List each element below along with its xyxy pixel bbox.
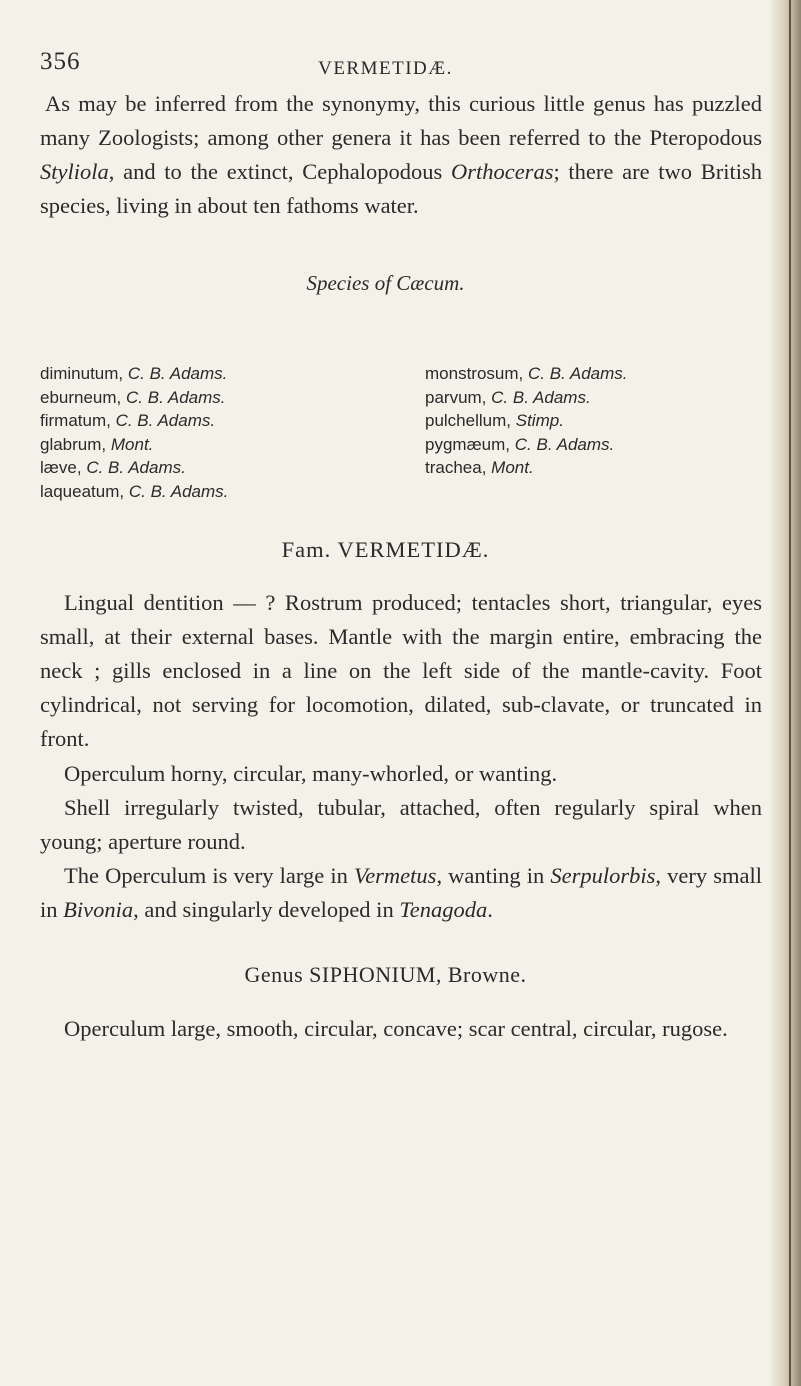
species-item	[425, 456, 628, 480]
page-edge-line	[789, 0, 791, 1386]
species-author: C. B. Adams.	[115, 411, 216, 431]
page-number: 356	[40, 48, 81, 75]
note-text-5: .	[487, 897, 493, 922]
intro-text-1: As may be inferred from the synonymy, this curious little genus has puzzled many Zoologists; among other genera it has been referred to the Pteropodous	[40, 91, 762, 150]
species-item	[40, 362, 228, 386]
species-name: trachea,	[425, 458, 487, 478]
species-name: diminutum,	[40, 364, 124, 383]
species-item	[425, 433, 628, 457]
operculum-note	[40, 859, 762, 927]
species-author: C. B. Adams.	[527, 364, 628, 383]
species-name: firmatum,	[40, 411, 111, 431]
species-author: C. B. Adams.	[491, 387, 591, 407]
intro-text-2: , and to the extinct, Cephalopodous	[108, 159, 451, 184]
species-author: Mont.	[110, 434, 154, 454]
running-head: VERMETIDÆ.	[318, 58, 453, 79]
species-item	[40, 409, 228, 433]
note-text-3: , very small in	[40, 863, 762, 922]
species-item	[40, 386, 228, 410]
species-item	[40, 480, 228, 504]
species-name: parvum,	[425, 387, 487, 407]
intro-paragraph	[40, 87, 762, 223]
species-item	[40, 456, 228, 480]
species-name: glabrum,	[40, 434, 107, 454]
note-text-4: , and singularly developed in	[133, 897, 400, 922]
species-name: pygmæum,	[425, 434, 511, 454]
intro-text-3: ; there are two British species, living in about ten fathoms water.	[40, 159, 762, 218]
genus-description: Operculum large, smooth, circular, concave; scar central, circular, rugose.	[64, 1016, 728, 1041]
genus-bivonia: Bivonia	[63, 897, 134, 922]
family-heading: Fam. VERMETIDÆ.	[281, 537, 490, 562]
page-edge-shadow	[771, 0, 801, 1386]
species-item	[425, 386, 628, 410]
genus-tenagoda: Tenagoda	[399, 897, 488, 922]
family-description: Lingual dentition — ? Rostrum produced; tentacles short, triangular, eyes small, at their external bases. Mantle with the margin entire, embracing the neck ; gills enclosed in a line on the left side of the mantle-cavity. Foot cylindrical, not serving for locomotion, dilated, sub-clavate, or truncated in front.	[40, 590, 762, 751]
species-author: C. B. Adams.	[127, 364, 228, 383]
species-author: C. B. Adams.	[514, 434, 615, 454]
operculum-paragraph: Operculum horny, circular, many-whorled, or wanting.	[64, 761, 558, 786]
note-text-1: The Operculum is very large in	[64, 863, 354, 888]
species-list-left	[40, 362, 228, 504]
genus-styliola: Styliola	[40, 159, 109, 184]
species-name: læve,	[40, 458, 82, 478]
shell-paragraph: Shell irregularly twisted, tubular, attached, often regularly spiral when young; aperture round.	[40, 795, 762, 854]
species-author: Stimp.	[515, 411, 564, 431]
species-item	[425, 409, 628, 433]
species-item	[40, 433, 228, 457]
species-name: monstrosum,	[425, 364, 524, 383]
species-author: C. B. Adams.	[126, 387, 226, 407]
species-name: eburneum,	[40, 387, 122, 407]
species-item	[425, 362, 628, 386]
genus-heading: Genus SIPHONIUM, Browne.	[244, 962, 527, 987]
genus-orthoceras: Orthoceras	[450, 159, 554, 184]
note-text-2: , wanting in	[436, 863, 551, 888]
species-name: pulchellum,	[425, 411, 511, 431]
species-author: C. B. Adams.	[128, 481, 229, 501]
species-name: laqueatum,	[40, 481, 125, 501]
species-author: Mont.	[491, 458, 534, 478]
genus-vermetus: Vermetus	[353, 863, 437, 888]
species-author: C. B. Adams.	[86, 458, 186, 478]
genus-serpulorbis: Serpulorbis	[550, 863, 656, 888]
species-list-right	[425, 362, 628, 480]
species-heading: Species of Cæcum.	[306, 271, 465, 295]
